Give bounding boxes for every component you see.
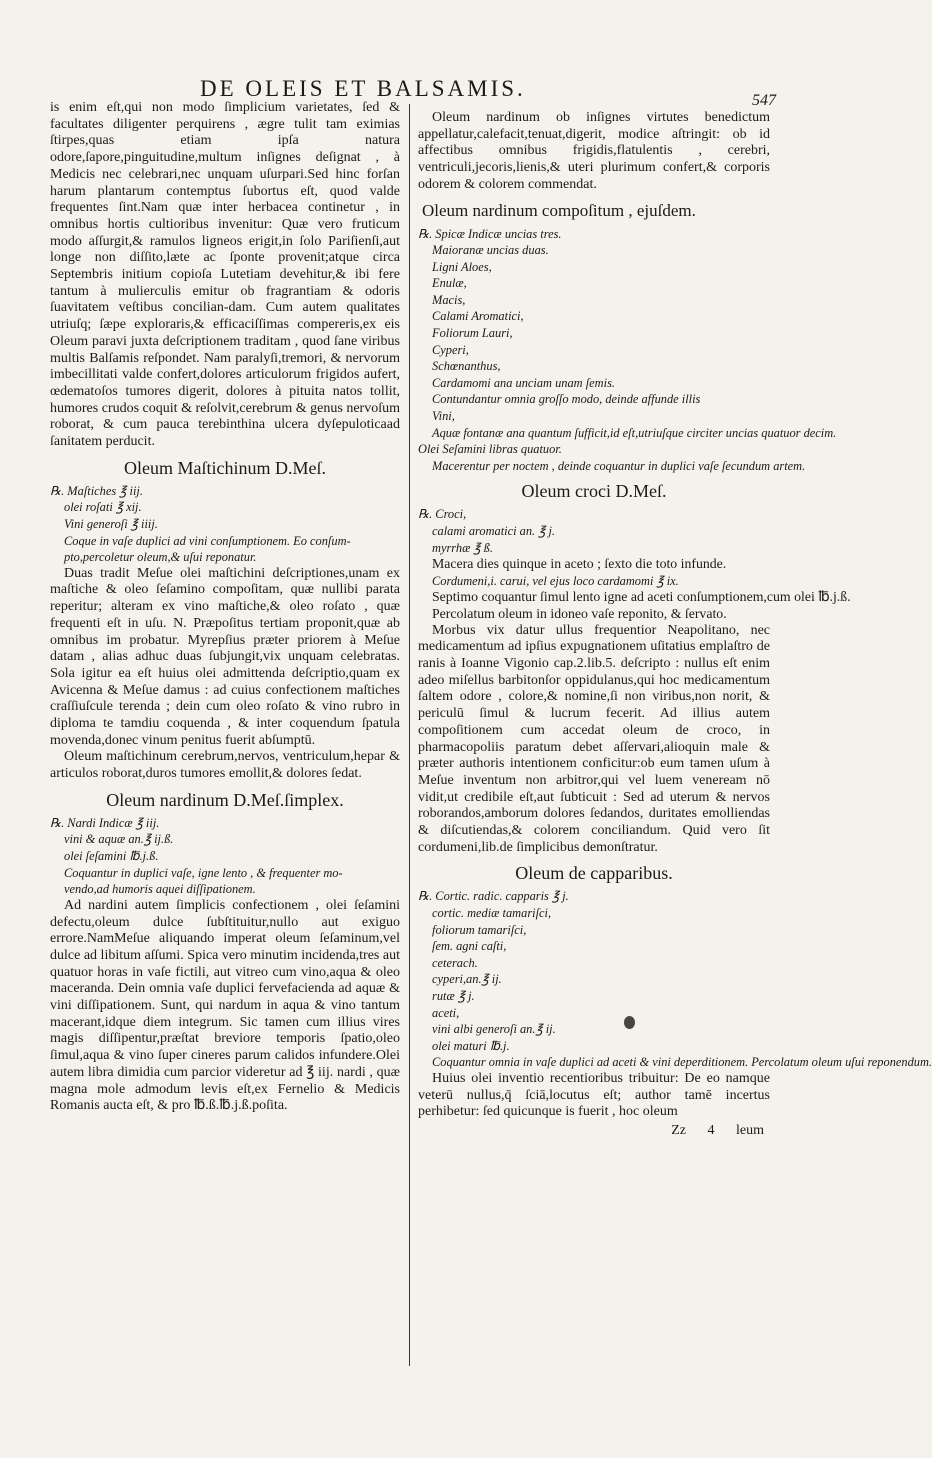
recipe-line: Olei Seſamini libras quatuor.	[418, 442, 562, 457]
paragraph-mastichinum-descriptions: Duas tradit Meſue olei maſtichini deſcriptiones,unam ex maſtiche & oleo ſeſamino compoſitam, quæ nullibi parata reperitur; alteram ex vino maſtiche,& oleo roſato , quæ frequenti eſt in uſu. N. Præpoſitus tertiam proponit,quæ ab omnibus im probatur. Myrepſius præter priorem à Meſue datam , alias adhuc duas ſubjungit,vix unquam celebratas. Sola igitur ea eſt huius olei admittenda deſcriptio,quam ex Avicenna & Meſue damus : ad cuius confectionem maſtiches craſſiuſcule terenda ; dein cum oleo roſato & vino rubro in diploma te tamdiu coquenda , & inter coquendum ſpatula movenda,donec vinum penitus fuerit abſumptū.	[50, 565, 400, 748]
signature-number: 4	[707, 1123, 715, 1139]
recipe-line: cyperi,an.℥ ij.	[432, 972, 502, 987]
heading-oleum-croci: Oleum croci D.Meſ.	[521, 481, 667, 502]
recipe-line: Enulæ,	[432, 276, 467, 291]
paragraph-mastichinum-virtues: Oleum maſtichinum cerebrum,nervos, ventriculum,hepar & articulos roborat,duros tumores emollit,& dolores ſedat.	[50, 749, 400, 782]
recipe-line: Vini generoſi ℥ iiij.	[64, 516, 158, 531]
left-column	[50, 100, 400, 1115]
recipe-line: Coquantur in duplici vaſe, igne lento , & frequenter mo-	[64, 865, 343, 880]
catchword: leum	[736, 1123, 764, 1139]
running-title: DE OLEIS ET BALSAMIS.	[200, 76, 526, 101]
recipe-line: cortic. mediæ tamariſci,	[432, 906, 552, 921]
recipe-line: olei roſati ℥ xij.	[64, 500, 142, 515]
recipe-line: vini & aquæ an.℥ ij.ß.	[64, 832, 174, 847]
recipe-mastichinum	[50, 483, 400, 566]
recipe-line: vini albi generoſi an.℥ ij.	[432, 1022, 556, 1037]
recipe-nardinum-simplex	[50, 815, 400, 898]
recipe-line: Coque in vaſe duplici ad vini conſumptionem. Eo conſum-	[64, 533, 351, 548]
recipe-line: Ligni Aloes,	[432, 259, 492, 274]
recipe-nardinum-compositum	[418, 226, 837, 475]
paragraph-ophioglossum-virtues: is enim eſt,qui non modo ſimplicium varietates, ſed & facultates diligenter perquirens , ægre tulit tam eximias ſtirpes,quas etiam ipſa natura odore,ſapore,pinguitudine,multum inſignes deſignat , à Medicis nec celebrari,nec unquam uſurpari.Sed hinc forſan harum plantarum contemptus ſubortus eſt, quod valde frequentes ſint.Nam quæ inter herbacea continetur , in omnibus hortis cultioribus invenitur: Quæ vero fruticum modo aſſurgit,& ramulos ligneos erigit,in ſolo Pariſienſi,aut longe non diſſito,læte ac ſponte provenit;atque circa Septembris initium copioſa Lutetiam devehitur,& ibi fere tantum à mulierculis emitur ob fragrantiam & odoris ſuavitatem veſtibus concilian-dam. Cum autem qualitates utriuſq; ſæpe exploraris,& efficaciſſimas compereris,ex eis Oleum paravi juxta deſcriptionem traditam , quod ſane viribus multis Balſamis reſpondet. Nam paralyſi,tremori, & nervorum imbecillitati valde confert,dolores articulorum frigidos aufert, œdematoſos tumores digerit, dolores à pituita natos tollit, humores crudos coquit & reſolvit,cerebrum & genus nervoſum roborat, & cum pauca terebinthina ulcera dyſepuloticaad ſanitatem perducit.	[50, 100, 400, 450]
recipe-line: myrrhæ ℥ ß.	[432, 540, 493, 555]
recipe-line: foliorum tamariſci,	[432, 922, 527, 937]
recipe-line: Macera dies quinque in aceto ; ſexto die toto infunde.	[432, 556, 727, 572]
paragraph-nardinum-confection: Ad nardini autem ſimplicis confectionem , olei ſeſamini defectu,oleum dulce ſubſtituitur,nullo aut exiguo errore.NamMeſue aliquando imperat oleum ſeſaminum,vel dulce ad libitum aſſumi. Spica vero minutim incidenda,tres aut quatuor horas in vaſe fictili, aut vitreo cum vino,aqua & oleo maceranda. Dein omnia vaſe duplici fervefacienda ad aquæ & vini diſſipationem. Sunt, qui nardum in aqua & vino tantum macerant,idque diem integrum. Sic tamen cum illius vires magis diſſipentur,præſtat breviore temporis ſpatio,oleo ſimul,aqua & vino ſuper cineres parum calidos infundere.Olei autem libra dimidia cum parcior videretur ad ℥ iij. nardi , quæ magna mole admodum levis eſt,ex Fernelio & Medicis Romanis aucta eſt, & pro ℔.ß.℔.j.ß.poſita.	[50, 897, 400, 1114]
paragraph-nardinum-benedictum: Oleum nardinum ob inſignes virtutes benedictum appellatur,calefacit,tenuat,digerit, modice aſtringit: ob id affectibus omnibus frigidis,flatulentis , cerebri, ventriculi,jecoris,lienis,& uteri plurimum confert,& corporis odorem & colorem commendat.	[418, 110, 770, 192]
recipe-line: pto,percoletur oleum,& uſui reponatur.	[64, 550, 257, 565]
recipe-line: Septimo coquantur ſimul lento igne ad aceti conſumptionem,cum olei ℔.j.ß.	[432, 589, 851, 605]
recipe-line: vendo,ad humoris aquei diſſipationem.	[64, 882, 256, 897]
recipe-line: ℞. Nardi Indicæ ℥ iij.	[50, 815, 160, 830]
recipe-line: Percolatum oleum in idoneo vaſe reponito, & ſervato.	[432, 605, 727, 621]
recipe-line: aceti,	[432, 1005, 460, 1020]
recipe-line: Foliorum Lauri,	[432, 326, 513, 341]
recipe-line: ℞. Spicæ Indicæ uncias tres.	[418, 226, 562, 241]
recipe-line: olei maturi ℔.j.	[432, 1038, 510, 1053]
signature-mark: Zz	[671, 1123, 686, 1139]
recipe-line: Vini,	[432, 409, 455, 424]
recipe-line: rutæ ℥ j.	[432, 988, 475, 1003]
page-number: 547	[752, 92, 776, 109]
recipe-line: Maioranæ uncias duas.	[432, 243, 549, 258]
recipe-line: ceterach.	[432, 955, 478, 970]
recipe-line: olei ſeſamini ℔.j.ß.	[64, 849, 159, 864]
paragraph-capparibus-origin: Huius olei inventio recentioribus tribuitur: De eo namque veterū nullus,q̄ ſciā,locutus eſt; author tamē incertus perhibetur: ſed quicunque is fuerit , hoc oleum	[418, 1070, 770, 1120]
recipe-line: Cyperi,	[432, 342, 469, 357]
right-column	[418, 110, 932, 1140]
column-divider	[409, 104, 410, 1366]
recipe-line: Schœnanthus,	[432, 359, 501, 374]
recipe-line: calami aromatici an. ℥ j.	[432, 524, 556, 539]
recipe-line: Cordumeni,i. carui, vel ejus loco cardamomi ℥ ix.	[432, 573, 679, 588]
recipe-croci	[418, 506, 851, 622]
signature-line	[418, 1123, 770, 1140]
recipe-line: Cardamomi ana unciam unam ſemis.	[432, 375, 615, 390]
recipe-line: Macerentur per noctem , deinde coquantur in duplici vaſe ſecundum artem.	[432, 458, 806, 473]
heading-oleum-de-capparibus: Oleum de capparibus.	[515, 863, 673, 884]
heading-oleum-nardinum-simplex: Oleum nardinum D.Meſ.ſimplex.	[106, 789, 344, 810]
recipe-line: Macis,	[432, 292, 466, 307]
recipe-line: ℞. Maſtiches ℥ iij.	[50, 483, 143, 498]
recipe-line: Calami Aromatici,	[432, 309, 524, 324]
heading-oleum-mastichinum: Oleum Maſtichinum D.Meſ.	[124, 457, 326, 478]
recipe-line: ℞. Croci,	[418, 507, 467, 522]
recipe-capparibus	[418, 888, 932, 1071]
recipe-line: ſem. agni caſti,	[432, 939, 507, 954]
heading-oleum-nardinum-compositum: Oleum nardinum compoſitum , ejuſdem.	[422, 200, 696, 220]
paragraph-morbus-neapolitanus: Morbus vix datur ullus frequentior Neapolitano, nec medicamentum ad ipſius expugnationem uſitatius emplaſtro de ranis à Ioanne Vigonio cap.2.lib.5. deſcripto : nullus eſt enim adeo miſellus barbitonſor oppidulanus,qui hoc medicamentum ſaltem odore , colore,& nomine,ſi non viribus,non norit, & periculū ſimul & lucrum fecerit. Ad illius autem compoſitionem cum accedat oleum de croco, in pharmacopoliis paratum debet aſſervari,alioquin male & præter authoris intentionem conficitur:ob eum tamen uſum à Meſue inventum non arbitror,qui vel luem veneream nō vidit,ut credibile eſt,aut ſubticuit : Sed ad uterum & nervos roborandos,amborum dolores ſedandos, duritates emolliendas & diſcutiendas,& colorem conciliandum. Quid vero ſit cordumeni,lib.de ſimplicibus demonſtratur.	[418, 622, 770, 855]
ink-blot	[624, 1016, 635, 1029]
recipe-line: Aquæ fontanæ ana quantum ſufficit,id eſt,utriuſque circiter uncias quatuor decim.	[432, 425, 837, 440]
recipe-line: Contundantur omnia groſſo modo, deinde affunde illis	[432, 392, 701, 407]
recipe-line: Coquantur omnia in vaſe duplici ad aceti & vini deperditionem. Percolatum oleum uſui reponendum.	[432, 1055, 932, 1070]
recipe-line: ℞. Cortic. radic. capparis ℥ j.	[418, 889, 569, 904]
